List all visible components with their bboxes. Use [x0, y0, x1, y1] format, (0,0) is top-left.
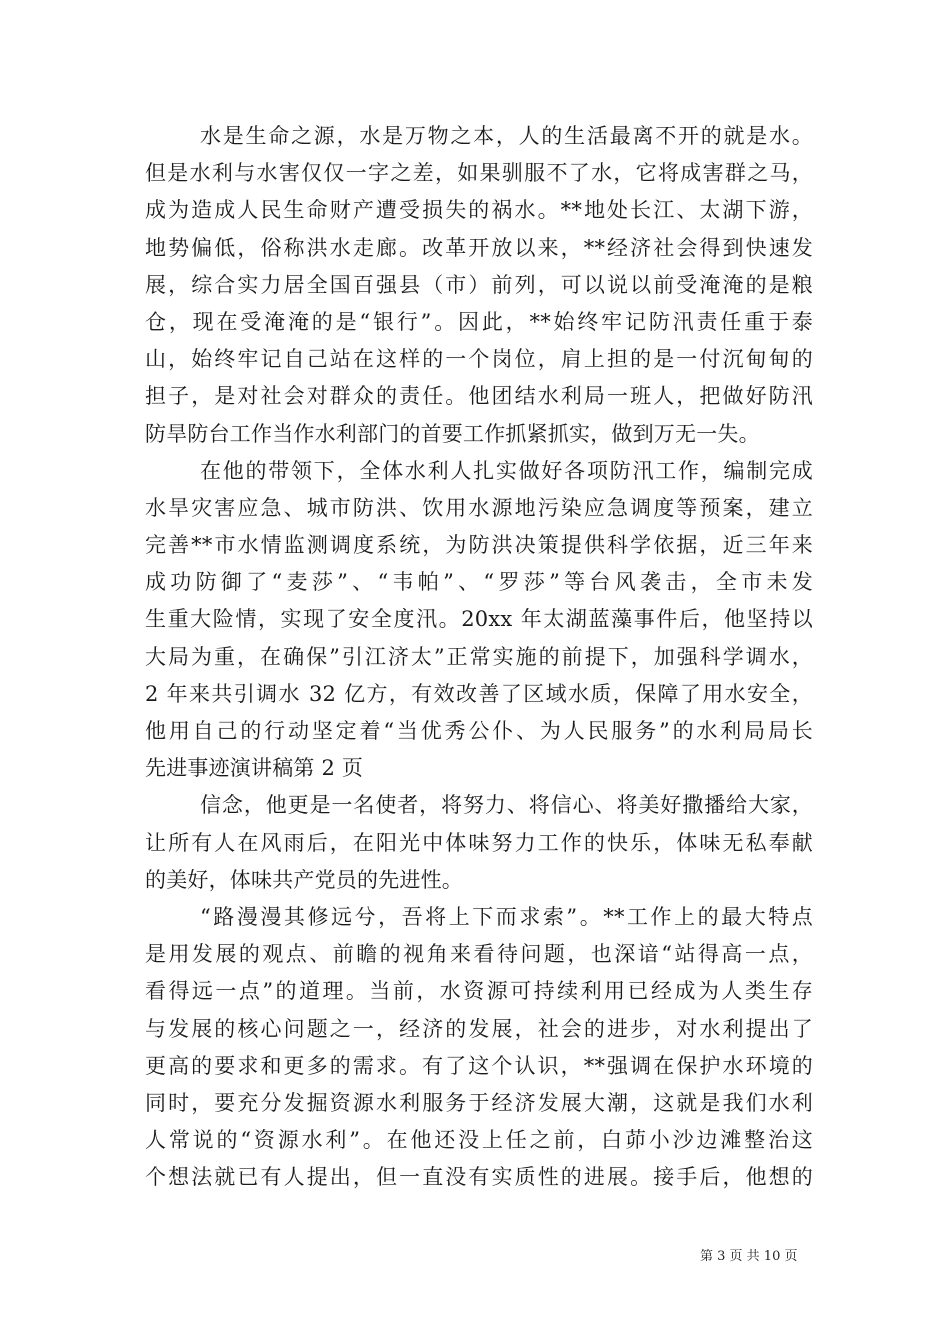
text-line: “路漫漫其修远兮，吾将上下而求索”。**工作上的最大特点	[200, 904, 813, 929]
text-line: 让所有人在风雨后，在阳光中体味努力工作的快乐，体味无私奉献	[145, 830, 813, 855]
page-number-footer: 第 3 页 共 10 页	[700, 1249, 798, 1264]
paragraph-1	[145, 118, 813, 453]
text-line: 担子，是对社会对群众的责任。他团结水利局一班人，把做好防汛	[145, 384, 813, 409]
text-line: 仓，现在受淹淹的是“银行”。因此，**始终牢记防汛责任重于泰	[145, 309, 813, 334]
text-line: 但是水利与水害仅仅一字之差，如果驯服不了水，它将成害群之马，	[145, 161, 813, 186]
text-line: 人常说的“资源水利”。在他还没上任之前，白茆小沙边滩整治这	[145, 1128, 813, 1153]
text-line: 2 年来共引调水 32 亿方，有效改善了区域水质，保障了用水安全，	[145, 681, 813, 706]
text-line: 在他的带领下，全体水利人扎实做好各项防汛工作，编制完成	[200, 458, 813, 483]
text-line: 成为造成人民生命财产遭受损失的祸水。**地处长江、太湖下游，	[145, 198, 813, 223]
text-line: 与发展的核心问题之一，经济的发展，社会的进步，对水利提出了	[145, 1016, 813, 1041]
text-line: 大局为重，在确保”引江济太”正常实施的前提下，加强科学调水，	[145, 644, 813, 669]
text-line: 展，综合实力居全国百强县（市）前列，可以说以前受淹淹的是粮	[145, 272, 813, 297]
text-line: 水旱灾害应急、城市防洪、饮用水源地污染应急调度等预案，建立	[145, 495, 813, 520]
paragraph-4	[145, 899, 813, 1197]
text-line: 生重大险情，实现了安全度汛。20xx 年太湖蓝藻事件后，他坚持以	[145, 607, 813, 632]
document-body	[145, 118, 813, 1196]
text-line: 成功防御了“麦莎”、“韦帕”、“罗莎”等台风袭击，全市未发	[145, 570, 813, 595]
text-line: 水是生命之源，水是万物之本，人的生活最离不开的就是水。	[200, 124, 813, 148]
text-line: 完善**市水情监测调度系统，为防洪决策提供科学依据，近三年来	[145, 533, 813, 558]
text-line: 地势偏低，俗称洪水走廊。改革开放以来，**经济社会得到快速发	[145, 235, 813, 260]
text-line: 个想法就已有人提出，但一直没有实质性的进展。接手后，他想的	[145, 1165, 813, 1190]
text-line: 看得远一点”的道理。当前，水资源可持续利用已经成为人类生存	[145, 979, 813, 1004]
text-line: 山，始终牢记自己站在这样的一个岗位，肩上担的是一付沉甸甸的	[145, 347, 813, 372]
text-line: 信念，他更是一名使者，将努力、将信心、将美好撒播给大家，	[200, 793, 813, 818]
text-line: 是用发展的观点、前瞻的视角来看待问题，也深谙“站得高一点，	[145, 942, 813, 967]
text-line: 同时，要充分发掘资源水利服务于经济发展大潮，这就是我们水利	[145, 1090, 813, 1115]
paragraph-3	[145, 787, 813, 899]
text-line: 先进事迹演讲稿第 2 页	[145, 756, 364, 781]
text-line: 更高的要求和更多的需求。有了这个认识，**强调在保护水环境的	[145, 1053, 813, 1078]
text-line: 防旱防台工作当作水利部门的首要工作抓紧抓实，做到万无一失。	[145, 421, 760, 446]
text-line: 他用自己的行动坚定着“当优秀公仆、为人民服务”的水利局局长	[145, 719, 813, 743]
paragraph-2	[145, 453, 813, 788]
text-line: 的美好，体味共产党员的先进性。	[145, 867, 463, 892]
